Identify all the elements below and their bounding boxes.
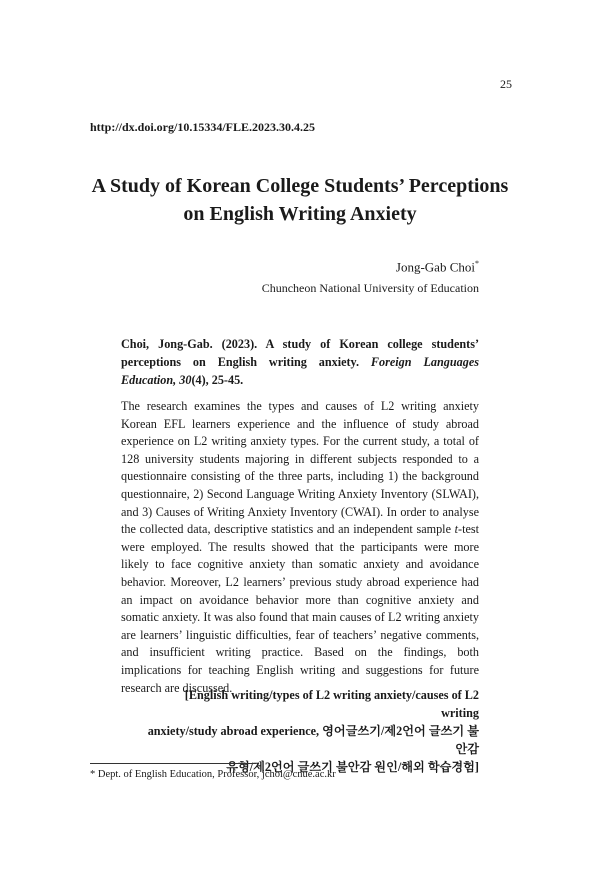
abstract-t-symbol: t xyxy=(454,522,459,537)
keywords-line-2: anxiety/study abroad experience, 영어글쓰기/제2언어 글쓰기 불안감 xyxy=(147,724,479,756)
citation xyxy=(121,335,479,389)
keywords-line-1: [English writing/types of L2 writing anxiety/causes of L2 writing xyxy=(184,688,479,720)
author-text: Jong-Gab Choi xyxy=(395,259,475,275)
title-line-2: on English Writing Anxiety xyxy=(183,203,417,225)
article-title xyxy=(60,172,540,228)
abstract-part-2: -test were employed. The results showed that the participants were more likely to face cognitive anxiety than somatic anxiety and avoidance behavior. Moreover, L2 learners’ previous study abroad experience had an impact on avoidance behavior more than cognitive anxiety and somatic anxiety. It was also found that main causes of L2 writing anxiety are learners’ linguistic difficulties, fear of teachers’ negative comments, and insufficient writing practice. Based on the findings, both implications for teaching English writing and suggestions for future research are discussed. xyxy=(121,522,479,695)
author-footnote-mark: * xyxy=(475,259,479,268)
keywords-line-3: 유형/제2언어 글쓰기 불안감 원인/해외 학습경험] xyxy=(226,760,479,774)
abstract-part-1: The research examines the types and causes of L2 writing anxiety Korean EFL learners experience and the influence of study abroad experience on L2 writing anxiety types. For the current study, a total of 128 university students majoring in different subjects responded to a questionnaire consisting of the three parts, including 1) the background questionnaire, 2) Second Language Writing Anxiety Inventory (SLWAI), and 3) Causes of Writing Anxiety Inventory (CWAI). In order to analyse the collected data, descriptive statistics and an independent sample xyxy=(121,399,479,537)
author-affiliation: Chuncheon National University of Education xyxy=(261,281,479,295)
author-name xyxy=(396,259,479,275)
doi-link[interactable]: http://dx.doi.org/10.15334/FLE.2023.30.4.25 xyxy=(90,120,316,134)
footnote-divider xyxy=(90,763,256,764)
citation-prefix: Choi, Jong-Gab. (2023). A study of Korean college students’ perceptions on English writing anxiety. xyxy=(121,337,479,369)
footnote: * Dept. of English Education, Professor, jchoi@cnue.ac.kr xyxy=(90,769,336,780)
citation-journal: Foreign Languages Education, 30 xyxy=(121,355,479,387)
abstract xyxy=(121,398,479,697)
citation-issue: (4), 25-45. xyxy=(191,373,244,387)
title-line-1: A Study of Korean College Students’ Perceptions xyxy=(91,175,509,197)
page-number: 25 xyxy=(500,77,512,91)
